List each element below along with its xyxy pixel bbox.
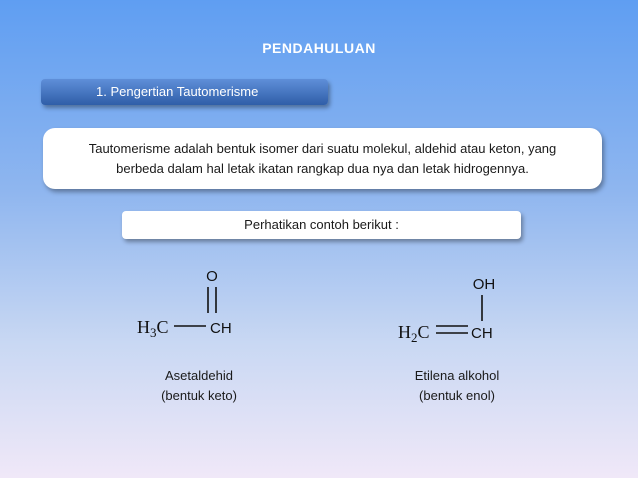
keto-caption (140, 366, 258, 406)
enol-hydroxyl-label: OH (472, 276, 496, 293)
subtitle-banner: 1. Pengertian Tautomerisme (41, 79, 328, 105)
enol-caption (394, 366, 520, 406)
slide-title: PENDAHULUAN (262, 40, 376, 56)
keto-form: (bentuk keto) (161, 388, 237, 403)
enol-left-group: $H_2C$ (398, 322, 430, 345)
keto-structure (137, 268, 232, 340)
keto-left-group: $H_3C$ (137, 317, 169, 340)
enol-structure (398, 276, 495, 345)
note-box: Perhatikan contoh berikut : (122, 211, 521, 239)
definition-line-1: Tautomerisme adalah bentuk isomer dari suatu molekul, aldehid atau keton, yang (88, 140, 557, 156)
enol-name: Etilena alkohol (414, 368, 500, 383)
keto-right-group: CH (210, 320, 232, 337)
enol-form: (bentuk enol) (419, 388, 495, 403)
definition-line-2: berbeda dalam hal letak ikatan rangkap dua nya dan letak hidrogennya. (116, 160, 529, 176)
enol-right-group: CH (471, 325, 493, 342)
keto-oxygen-label: O (206, 268, 218, 285)
keto-name: Asetaldehid (165, 368, 233, 383)
